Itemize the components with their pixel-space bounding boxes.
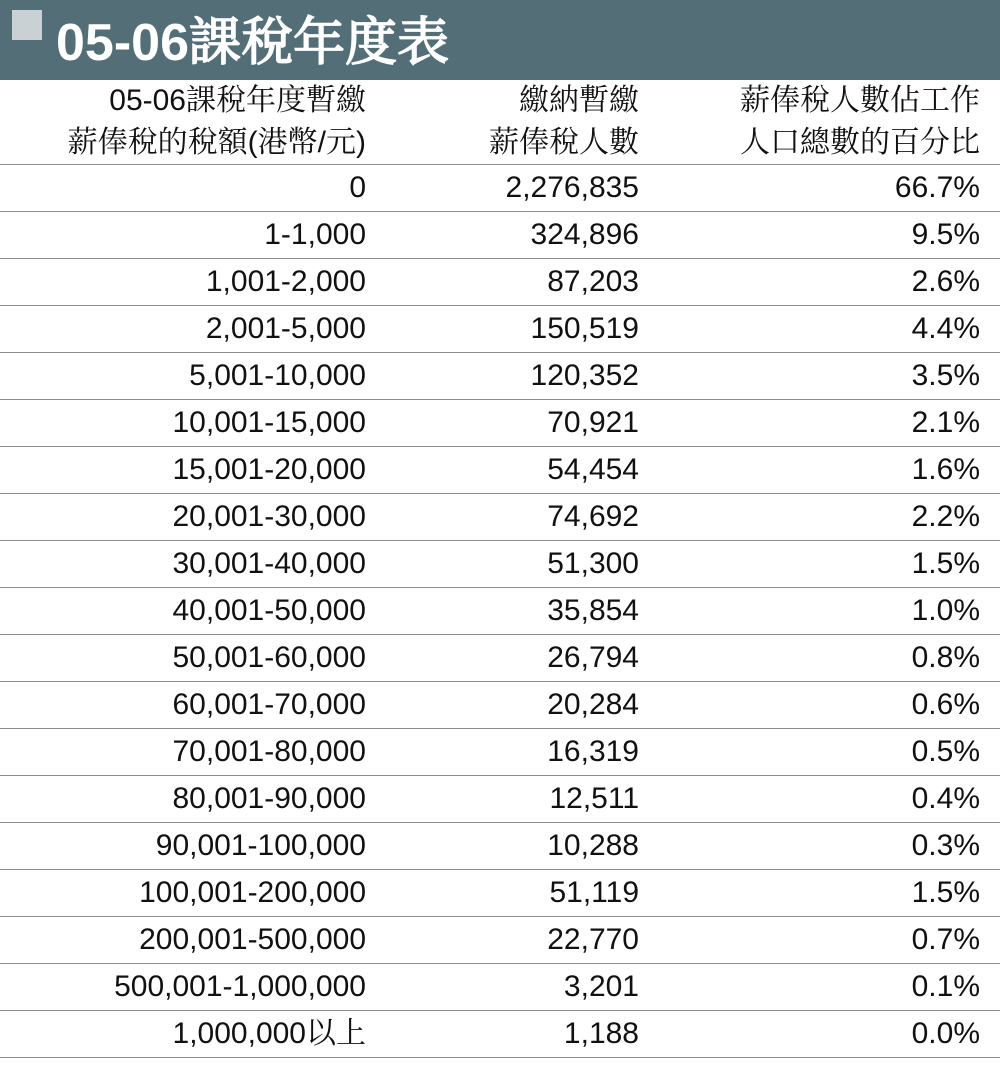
cell-tax-range: 0 [0,165,370,212]
table-row [0,588,1000,635]
cell-tax-range: 70,001-80,000 [0,729,370,776]
header-percentage-line2: 人口總數的百分比 [645,122,1000,165]
cell-percentage: 0.4% [645,776,1000,823]
cell-taxpayer-count: 1,188 [370,1011,645,1058]
table-row [0,635,1000,682]
cell-tax-range: 40,001-50,000 [0,588,370,635]
tax-table [0,80,1000,1058]
cell-percentage: 1.5% [645,541,1000,588]
cell-taxpayer-count: 16,319 [370,729,645,776]
table-row [0,682,1000,729]
cell-percentage: 2.2% [645,494,1000,541]
cell-tax-range: 60,001-70,000 [0,682,370,729]
cell-tax-range: 10,001-15,000 [0,400,370,447]
table-row [0,964,1000,1011]
cell-taxpayer-count: 51,119 [370,870,645,917]
page-title: 05-06課稅年度表 [56,14,449,72]
cell-percentage: 66.7% [645,165,1000,212]
cell-tax-range: 15,001-20,000 [0,447,370,494]
cell-tax-range: 200,001-500,000 [0,917,370,964]
table-row [0,494,1000,541]
table-row [0,306,1000,353]
table-row [0,259,1000,306]
cell-taxpayer-count: 26,794 [370,635,645,682]
cell-taxpayer-count: 120,352 [370,353,645,400]
table-row [0,353,1000,400]
cell-tax-range: 500,001-1,000,000 [0,964,370,1011]
cell-percentage: 2.1% [645,400,1000,447]
cell-taxpayer-count: 2,276,835 [370,165,645,212]
table-row [0,400,1000,447]
title-square-marker [12,10,42,40]
cell-tax-range: 50,001-60,000 [0,635,370,682]
cell-percentage: 1.6% [645,447,1000,494]
title-bar [0,0,1000,80]
cell-percentage: 0.5% [645,729,1000,776]
cell-percentage: 9.5% [645,212,1000,259]
cell-percentage: 0.1% [645,964,1000,1011]
cell-tax-range: 90,001-100,000 [0,823,370,870]
cell-taxpayer-count: 20,284 [370,682,645,729]
cell-taxpayer-count: 87,203 [370,259,645,306]
cell-tax-range: 20,001-30,000 [0,494,370,541]
cell-percentage: 0.6% [645,682,1000,729]
cell-percentage: 0.3% [645,823,1000,870]
table-header [0,80,1000,165]
table-row [0,1011,1000,1058]
cell-tax-range: 30,001-40,000 [0,541,370,588]
cell-taxpayer-count: 10,288 [370,823,645,870]
cell-tax-range: 1-1,000 [0,212,370,259]
cell-percentage: 3.5% [645,353,1000,400]
cell-tax-range: 80,001-90,000 [0,776,370,823]
cell-taxpayer-count: 51,300 [370,541,645,588]
table-row [0,212,1000,259]
cell-taxpayer-count: 35,854 [370,588,645,635]
table-body [0,165,1000,1058]
cell-taxpayer-count: 54,454 [370,447,645,494]
table-row [0,776,1000,823]
header-percentage-line1: 薪俸稅人數佔工作 [740,84,980,117]
cell-percentage: 1.5% [645,870,1000,917]
cell-percentage: 4.4% [645,306,1000,353]
table-row [0,541,1000,588]
table-row [0,729,1000,776]
header-row-1 [0,80,1000,122]
table-row [0,165,1000,212]
header-row-2 [0,122,1000,165]
cell-taxpayer-count: 74,692 [370,494,645,541]
cell-tax-range: 1,001-2,000 [0,259,370,306]
table-row [0,447,1000,494]
cell-taxpayer-count: 12,511 [370,776,645,823]
cell-tax-range: 100,001-200,000 [0,870,370,917]
cell-percentage: 0.7% [645,917,1000,964]
cell-taxpayer-count: 3,201 [370,964,645,1011]
cell-tax-range: 5,001-10,000 [0,353,370,400]
header-taxpayer-count-line1: 繳納暫繳 [519,84,639,117]
cell-percentage: 0.8% [645,635,1000,682]
cell-taxpayer-count: 70,921 [370,400,645,447]
cell-percentage: 2.6% [645,259,1000,306]
table-row [0,917,1000,964]
table-row [0,870,1000,917]
cell-taxpayer-count: 22,770 [370,917,645,964]
cell-percentage: 0.0% [645,1011,1000,1058]
cell-taxpayer-count: 150,519 [370,306,645,353]
header-taxpayer-count-line2: 薪俸稅人數 [370,122,645,165]
header-tax-amount-line1: 05-06課稅年度暫繳 [109,84,366,117]
cell-tax-range: 2,001-5,000 [0,306,370,353]
cell-percentage: 1.0% [645,588,1000,635]
header-tax-amount-line2: 薪俸稅的稅額(港幣/元) [0,122,370,165]
cell-tax-range: 1,000,000以上 [0,1011,370,1058]
table-row [0,823,1000,870]
cell-taxpayer-count: 324,896 [370,212,645,259]
